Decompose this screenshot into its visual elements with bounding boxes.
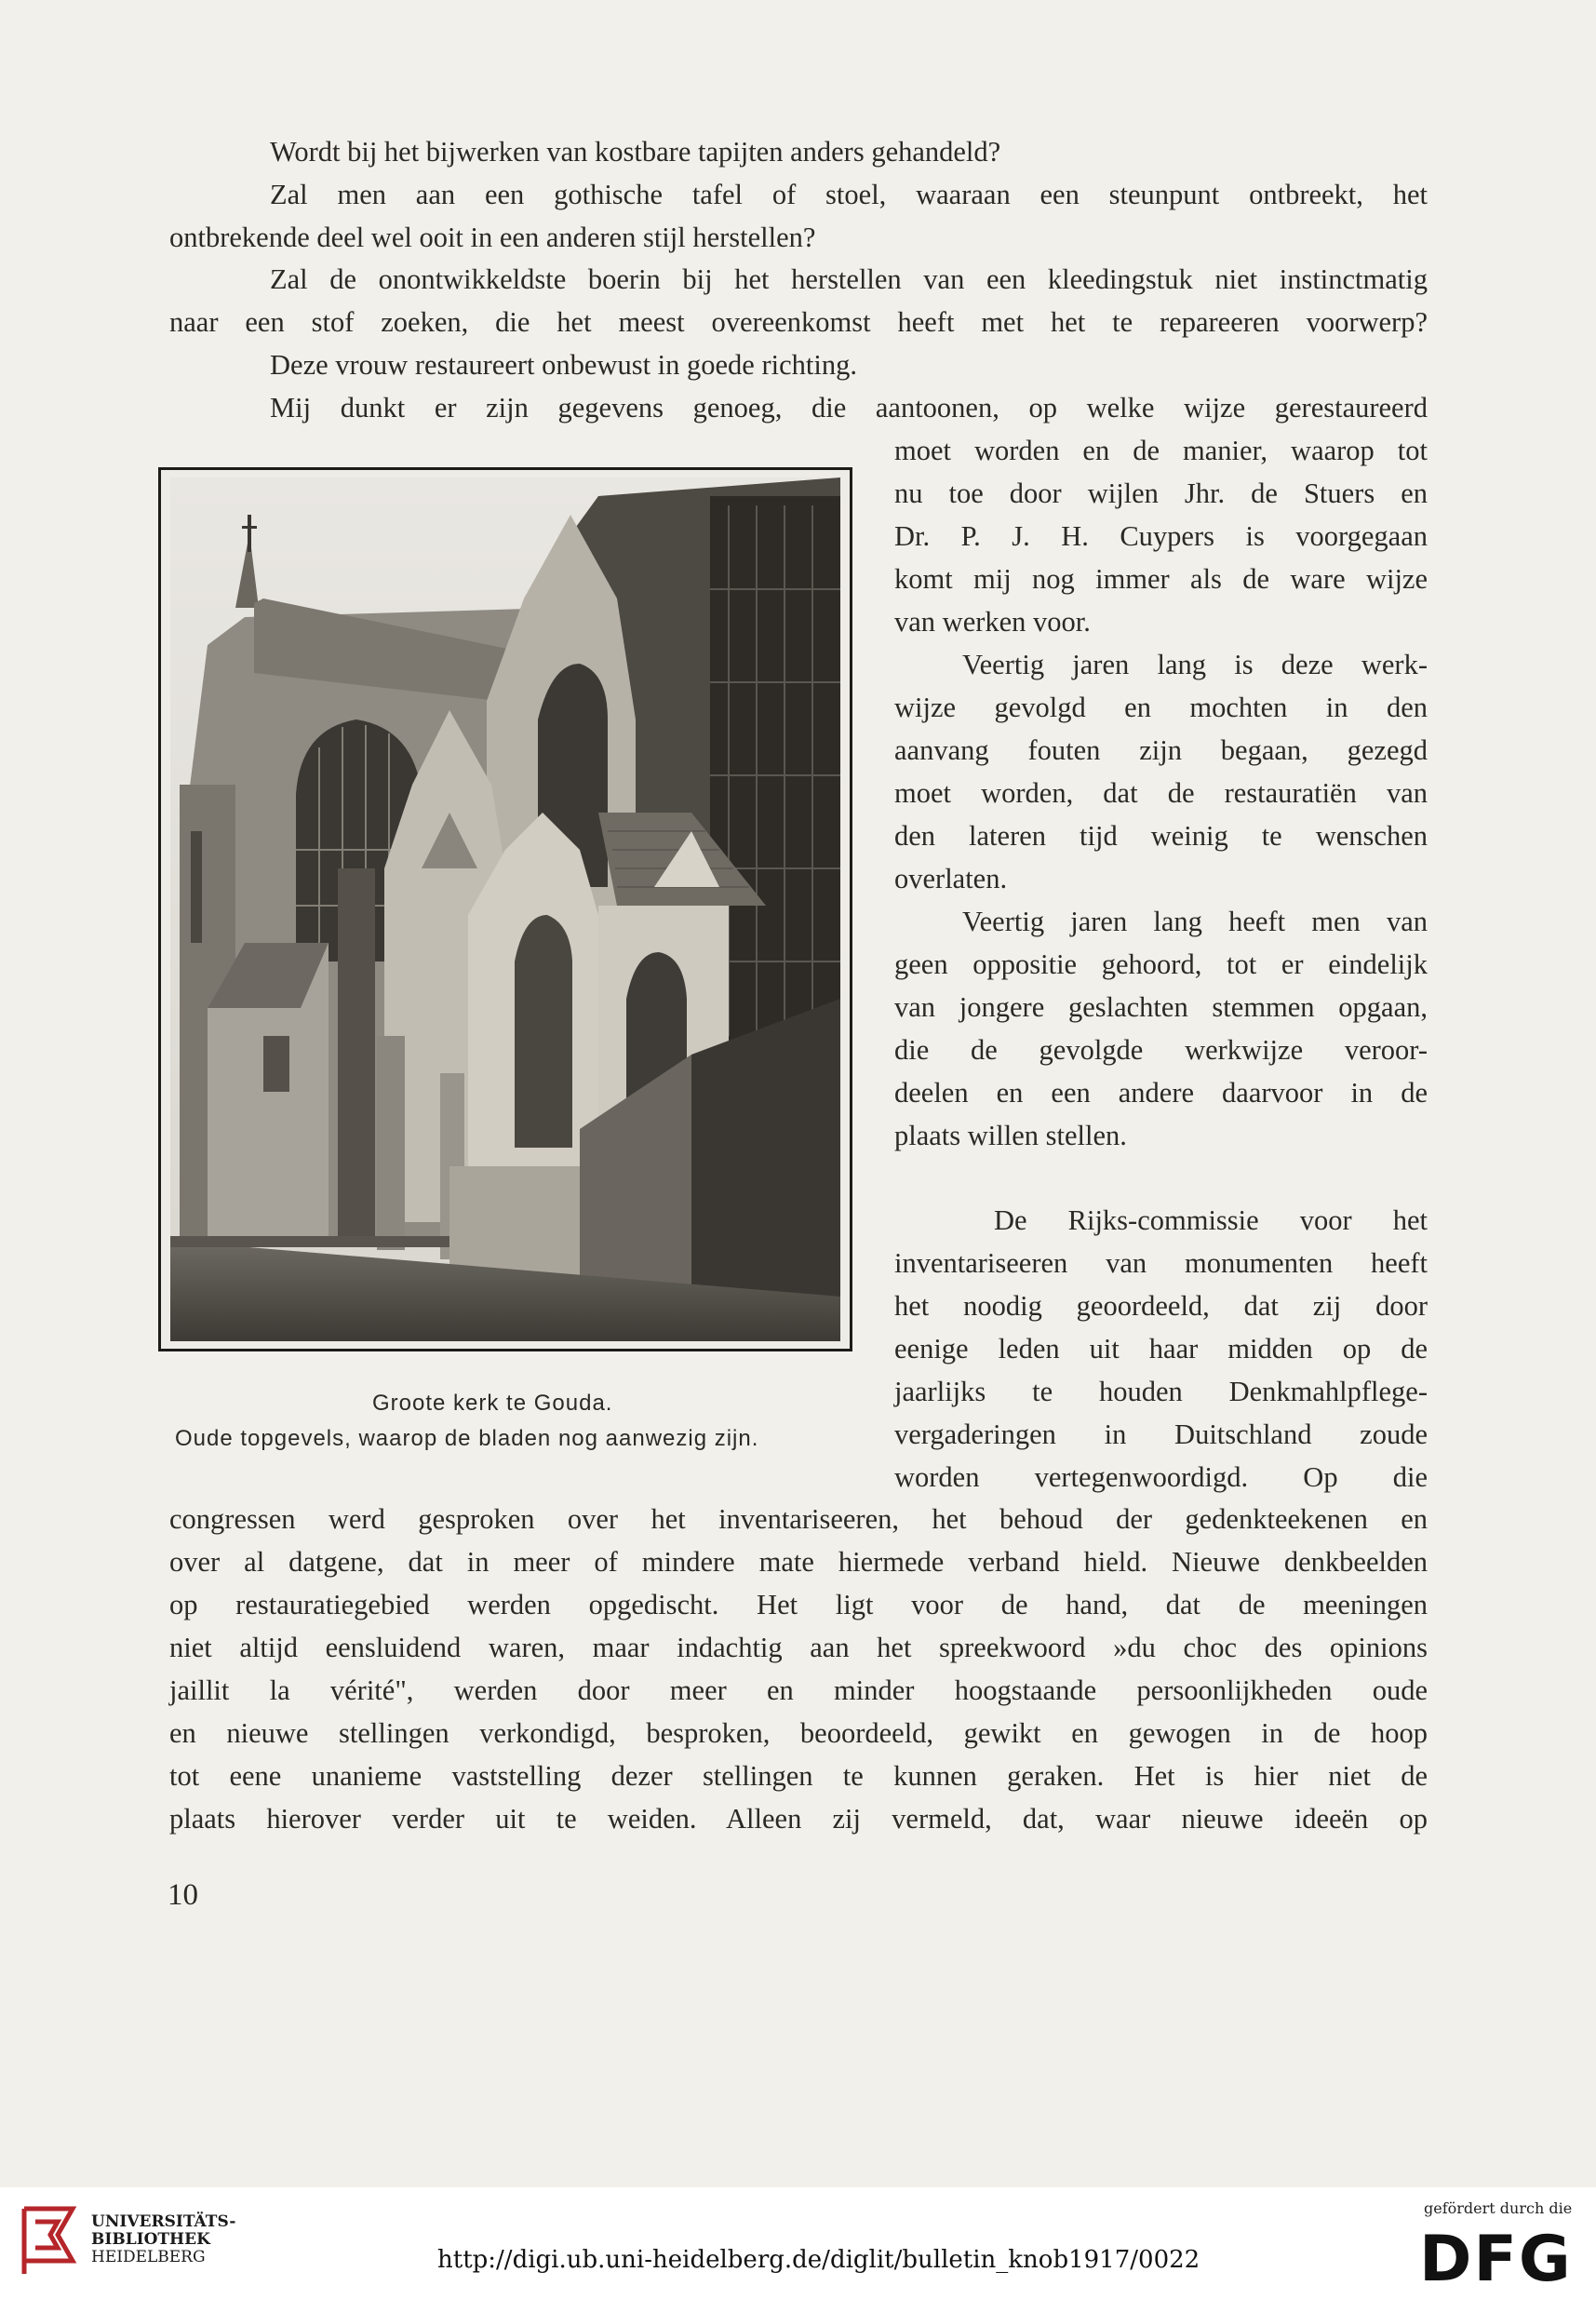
figure-caption-description: Oude topgevels, waarop de bladen nog aanwezig zijn. xyxy=(175,1426,759,1451)
dfg-logo: DFG xyxy=(1419,2223,1573,2296)
side-line: deelen en een andere daarvoor in de xyxy=(894,1077,1428,1109)
page-number: 10 xyxy=(168,1878,198,1912)
digital-collection-link[interactable]: http://digi.ub.uni-heidelberg.de/diglit/bulletin_knob1917/0022 xyxy=(437,2246,1200,2274)
side-line: worden vertegenwoordigd. Op die xyxy=(894,1461,1428,1493)
side-line: Veertig jaren lang is deze werk- xyxy=(962,649,1428,680)
body-line: jaillit la vérité", werden door meer en minder hoogstaande persoonlijkheden oude xyxy=(169,1674,1428,1706)
library-name-line1: UNIVERSITÄTS- xyxy=(91,2212,236,2231)
church-photo-illustration xyxy=(170,477,840,1341)
side-line: die de gevolgde werkwijze veroor- xyxy=(894,1034,1428,1066)
side-line: van jongere geslachten stemmen opgaan, xyxy=(894,991,1428,1023)
side-line: vergaderingen in Duitschland zoude xyxy=(894,1418,1428,1450)
side-line: De Rijks-commissie voor het xyxy=(994,1204,1428,1236)
side-line: aanvang fouten zijn begaan, gezegd xyxy=(894,734,1428,766)
body-line: Wordt bij het bijwerken van kostbare tapijten anders gehandeld? xyxy=(270,136,1001,168)
side-line: inventariseeren van monumenten heeft xyxy=(894,1247,1428,1279)
side-line: Veertig jaren lang heeft men van xyxy=(962,906,1428,937)
library-name-line2: BIBLIOTHEK xyxy=(91,2230,210,2249)
church-photograph xyxy=(158,467,852,1351)
body-line: Mij dunkt er zijn gegevens genoeg, die aantoonen, op welke wijze gerestaureerd xyxy=(270,392,1428,424)
side-line: komt mij nog immer als de ware wijze xyxy=(894,563,1428,595)
side-line: nu toe door wijlen Jhr. de Stuers en xyxy=(894,477,1428,509)
body-line: Zal de onontwikkeldste boerin bij het herstellen van een kleedingstuk niet instinctmatig xyxy=(270,263,1428,295)
library-name-line3: HEIDELBERG xyxy=(91,2248,206,2266)
side-line: eenige leden uit haar midden op de xyxy=(894,1333,1428,1365)
side-line: geen oppositie gehoord, tot er eindelijk xyxy=(894,948,1428,980)
library-name xyxy=(91,2213,235,2266)
side-line: moet worden, dat de restauratiën van xyxy=(894,777,1428,809)
side-line: overlaten. xyxy=(894,863,1008,894)
body-line: Zal men aan een gothische tafel of stoel, waaraan een steunpunt ontbreekt, het xyxy=(270,179,1428,210)
side-line: van werken voor. xyxy=(894,606,1091,638)
side-line: Dr. P. J. H. Cuypers is voorgegaan xyxy=(894,520,1428,552)
body-line: niet altijd eensluidend waren, maar indachtig aan het spreekwoord »du choc des opinions xyxy=(169,1632,1428,1663)
side-line: wijze gevolgd en mochten in den xyxy=(894,692,1428,723)
funding-note: gefördert durch die xyxy=(1424,2199,1573,2217)
body-line: plaats hierover verder uit te weiden. Alleen zij vermeld, dat, waar nieuwe ideeën op xyxy=(169,1803,1428,1835)
side-line: den lateren tijd weinig te wenschen xyxy=(894,820,1428,852)
body-line: en nieuwe stellingen verkondigd, besproken, beoordeeld, gewikt en gewogen in de hoop xyxy=(169,1717,1428,1749)
body-line: over al datgene, dat in meer of mindere mate hiermede verband hield. Nieuwe denkbeelden xyxy=(169,1546,1428,1578)
side-line: jaarlijks te houden Denkmahlpflege- xyxy=(894,1376,1428,1407)
body-line: naar een stof zoeken, die het meest overeenkomst heeft met het te repareeren voorwerp? xyxy=(169,306,1428,338)
figure-caption-title: Groote kerk te Gouda. xyxy=(372,1391,613,1416)
body-line: tot eene unanieme vaststelling dezer stellingen te kunnen geraken. Het is hier niet de xyxy=(169,1760,1428,1792)
side-line: moet worden en de manier, waarop tot xyxy=(894,435,1428,466)
digitization-footer xyxy=(0,2187,1596,2299)
body-line: ontbrekende deel wel ooit in een anderen stijl herstellen? xyxy=(169,222,816,253)
university-library-logo-icon xyxy=(17,2199,84,2283)
side-line: plaats willen stellen. xyxy=(894,1120,1127,1151)
side-line: het noodig geoordeeld, dat zij door xyxy=(894,1290,1428,1322)
body-line: op restauratiegebied werden opgedischt. Het ligt voor de hand, dat de meeningen xyxy=(169,1589,1428,1620)
body-line: congressen werd gesproken over het inventariseeren, het behoud der gedenkteekenen en xyxy=(169,1503,1428,1535)
body-line: Deze vrouw restaureert onbewust in goede richting. xyxy=(270,349,857,381)
